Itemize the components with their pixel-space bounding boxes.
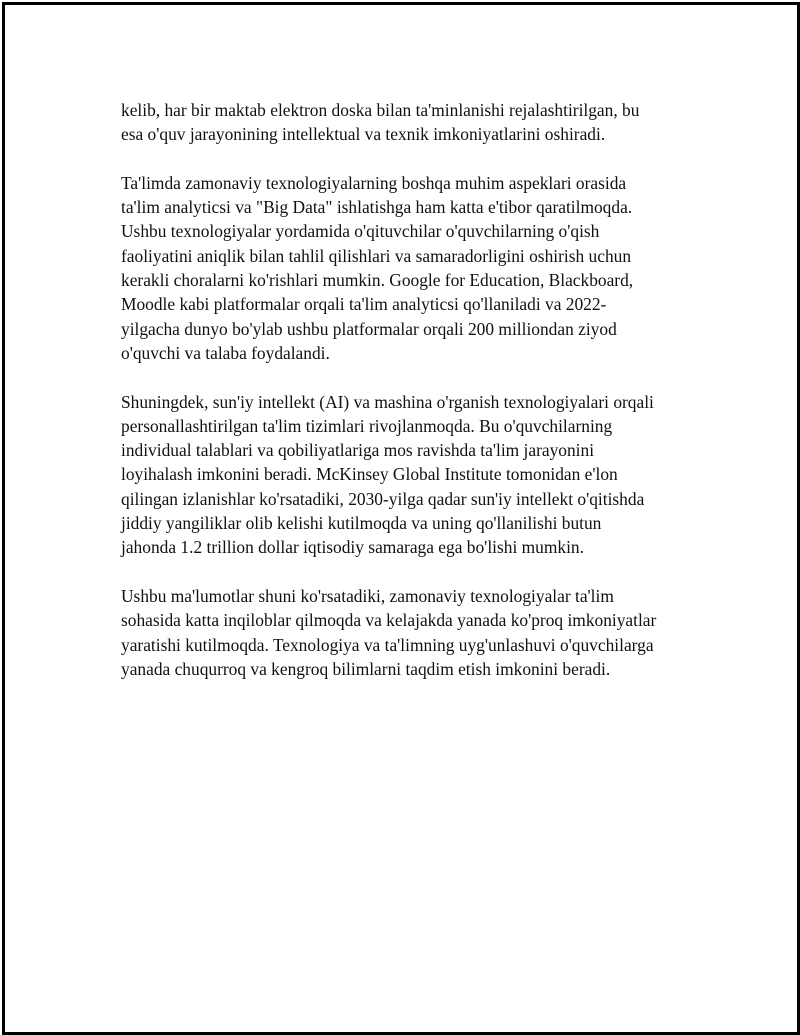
text-line: faoliyatini aniqlik bilan tahlil qilishlari va samaradorligini oshirish uchun: [121, 245, 632, 266]
paragraph-2: [121, 171, 711, 365]
text-line: Moodle kabi platformalar orqali ta'lim analyticsi qo'llaniladi va 2022-: [121, 294, 607, 315]
text-line: o'quvchi va talaba foydalandi.: [121, 342, 330, 363]
text-line: sohasida katta inqiloblar qilmoqda va kelajakda yanada ko'proq imkoniyatlar: [121, 610, 657, 631]
text-line: esa o'quv jarayonining intellektual va texnik imkoniyatlarini oshiradi.: [121, 124, 606, 145]
text-line: Shuningdek, sun'iy intellekt (AI) va mashina o'rganish texnologiyalari orqali: [121, 391, 654, 412]
text-line: loyihalash imkonini beradi. McKinsey Global Institute tomonidan e'lon: [121, 464, 618, 485]
text-line: Ta'limda zamonaviy texnologiyalarning boshqa muhim aspeklari orasida: [121, 172, 627, 193]
paragraph-3: [121, 390, 711, 560]
document-body: [121, 98, 711, 705]
text-line: qilingan izlanishlar ko'rsatadiki, 2030-yilga qadar sun'iy intellekt o'qitishda: [121, 488, 645, 509]
text-line: Ushbu texnologiyalar yordamida o'qituvchilar o'quvchilarning o'qish: [121, 221, 600, 242]
paragraph-4: [121, 584, 711, 681]
paragraph-1: [121, 98, 711, 147]
text-line: jahonda 1.2 trillion dollar iqtisodiy samaraga ega bo'lishi mumkin.: [121, 537, 584, 558]
text-line: kerakli choralarni ko'rishlari mumkin. Google for Education, Blackboard,: [121, 270, 634, 291]
text-line: yilgacha dunyo bo'ylab ushbu platformalar orqali 200 milliondan ziyod: [121, 318, 617, 339]
text-line: yanada chuqurroq va kengroq bilimlarni taqdim etish imkonini beradi.: [121, 658, 611, 679]
text-line: kelib, har bir maktab elektron doska bilan ta'minlanishi rejalashtirilgan, bu: [121, 100, 640, 120]
text-line: yaratishi kutilmoqda. Texnologiya va ta'limning uyg'unlashuvi o'quvchilarga: [121, 634, 654, 655]
text-line: jiddiy yangiliklar olib kelishi kutilmoqda va uning qo'llanilishi butun: [121, 513, 602, 534]
text-line: individual talablari va qobiliyatlariga mos ravishda ta'lim jarayonini: [121, 440, 595, 461]
page-frame: [2, 2, 800, 1035]
text-line: Ushbu ma'lumotlar shuni ko'rsatadiki, zamonaviy texnologiyalar ta'lim: [121, 585, 614, 606]
text-line: ta'lim analyticsi va "Big Data" ishlatishga ham katta e'tibor qaratilmoqda.: [121, 197, 633, 218]
text-line: personallashtirilgan ta'lim tizimlari rivojlanmoqda. Bu o'quvchilarning: [121, 415, 613, 436]
